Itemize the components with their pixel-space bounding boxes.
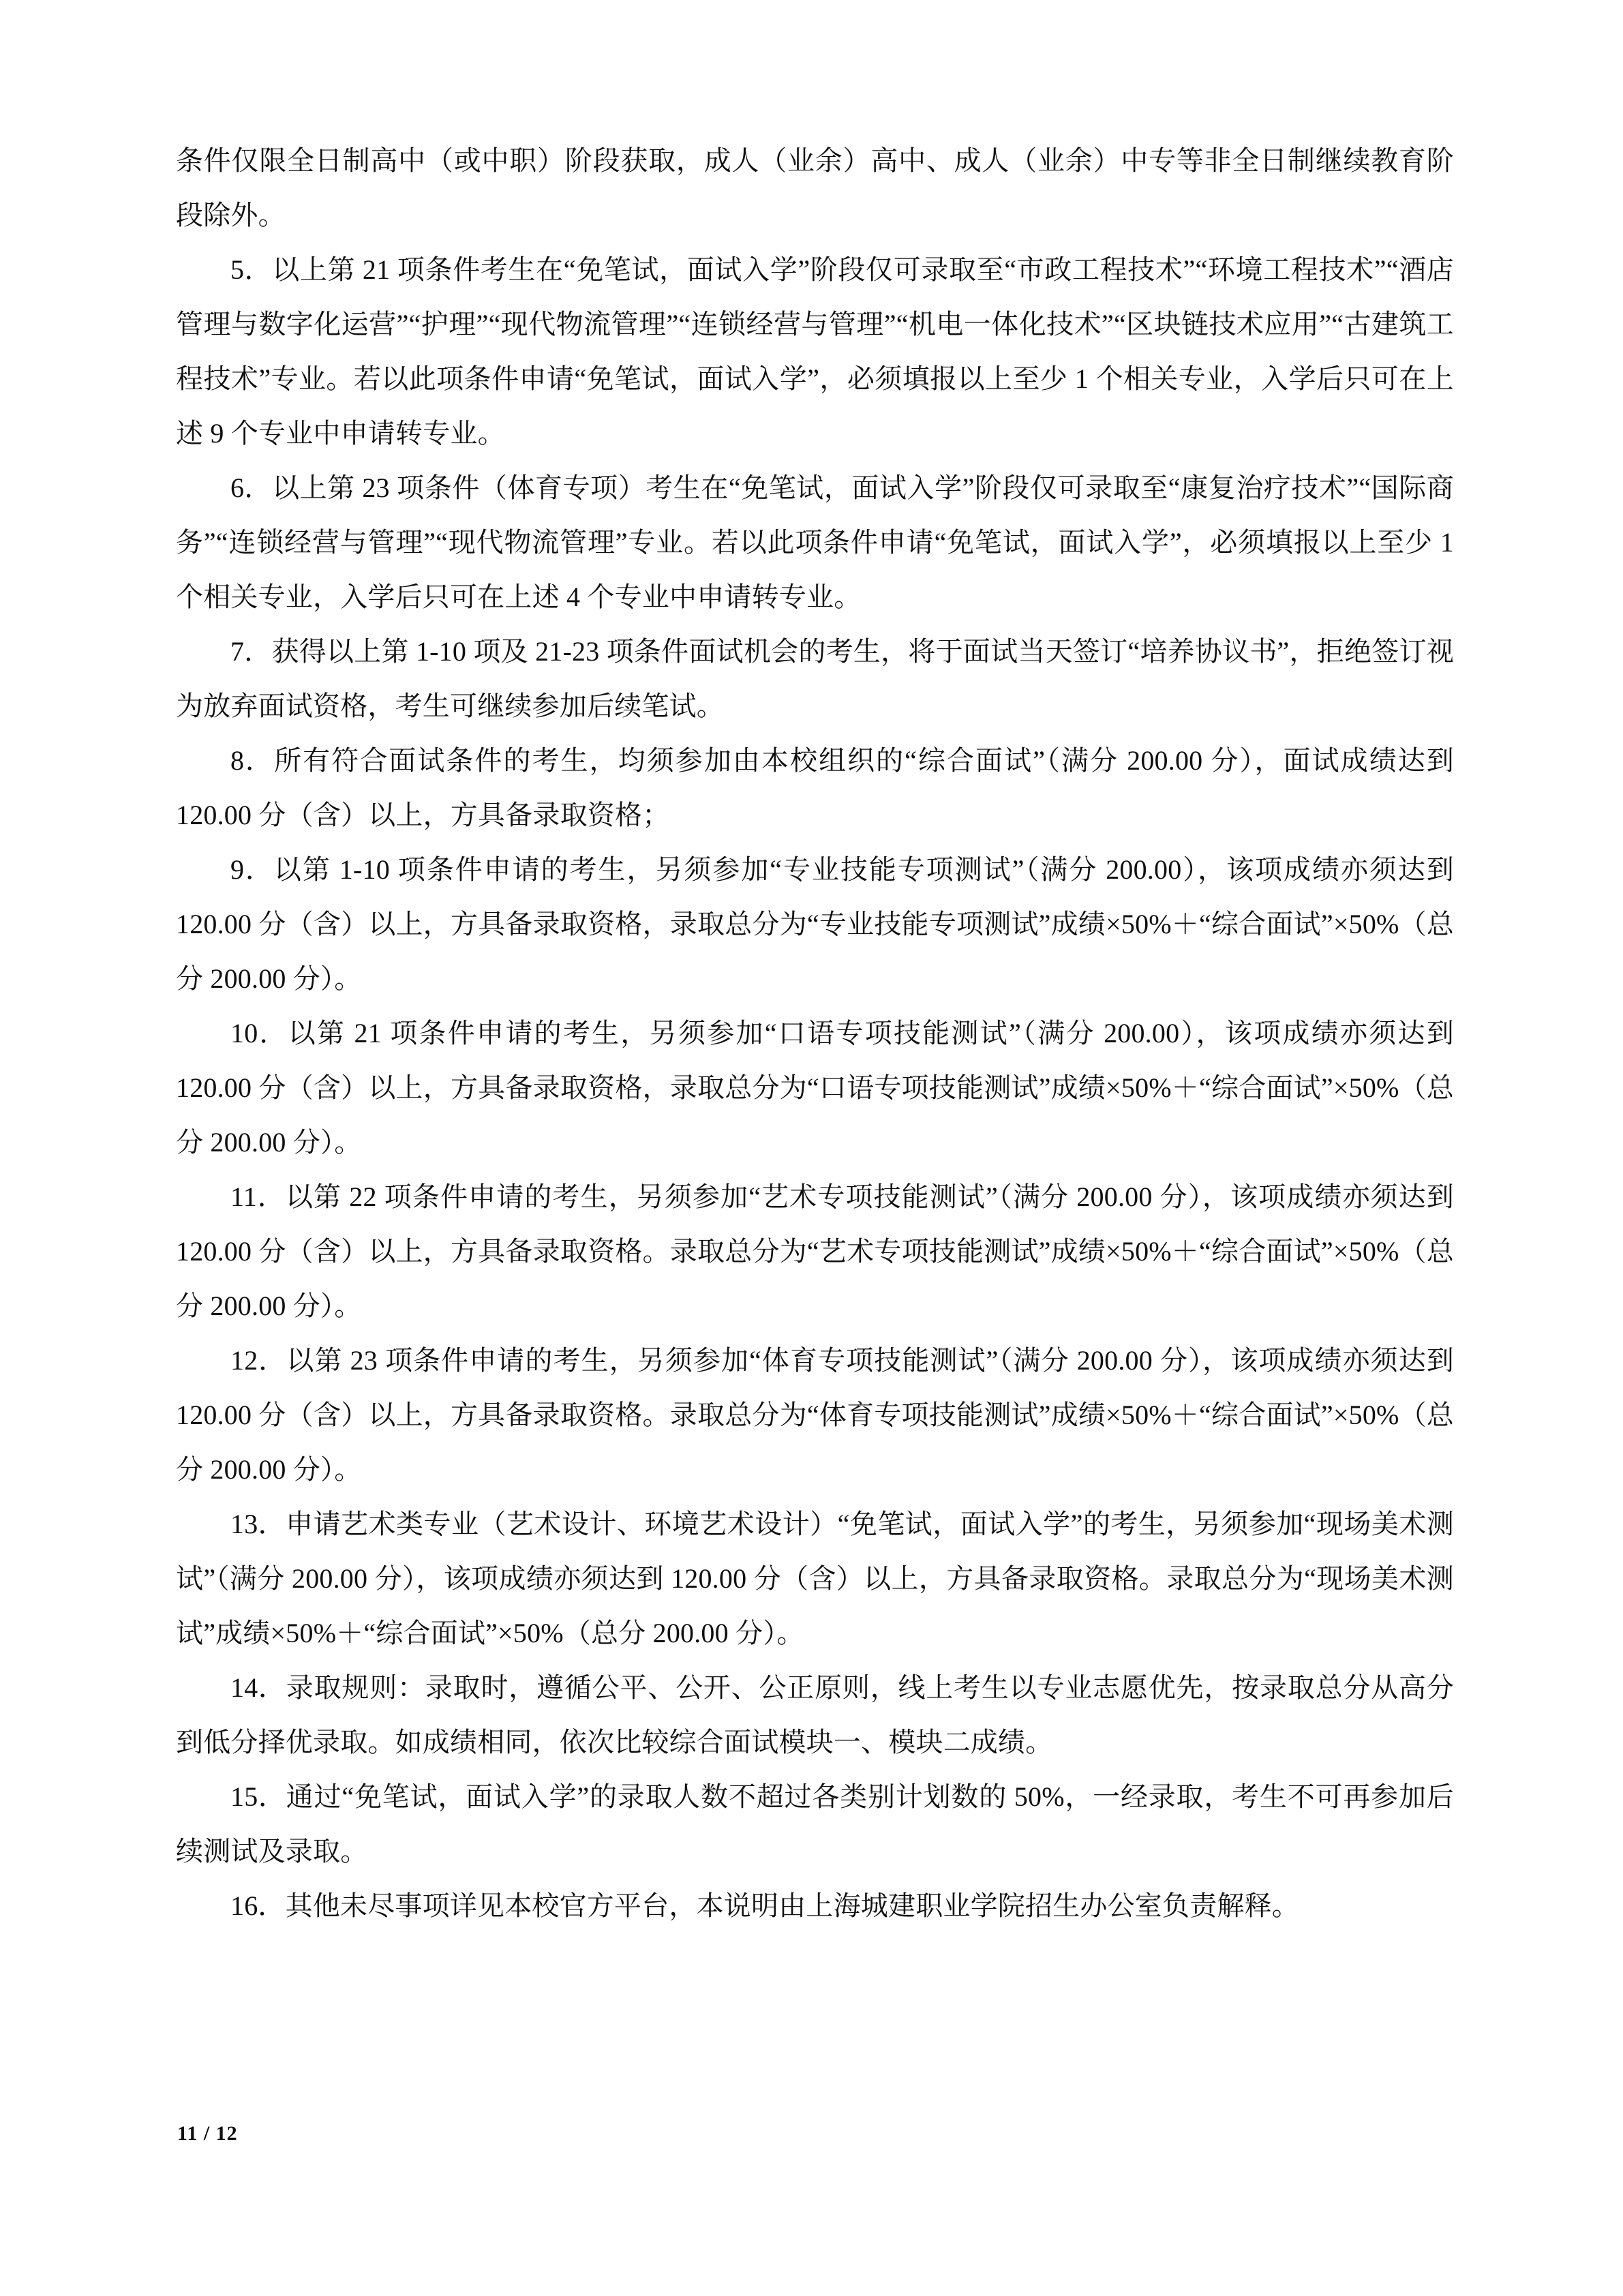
paragraph-item-15: 15．通过“免笔试，面试入学”的录取人数不超过各类别计划数的 50%，一经录取，考生不可再参加后续测试及录取。 (176, 1781, 1454, 1867)
paragraph-item-5: 5．以上第 21 项条件考生在“免笔试，面试入学”阶段仅可录取至“市政工程技术”“环境工程技术”“酒店管理与数字化运营”“护理”“现代物流管理”“连锁经营与管理”“机电一体化技术”“区块链技术应用”“古建筑工程技术”专业。若以此项条件申请“免笔试，面试入学”，必须填报以上至少 1 个相关专业，入学后只可在上述 9 个专业中申请转专业。 (176, 254, 1454, 449)
paragraph-item-16: 16．其他未尽事项详见本校官方平台，本说明由上海城建职业学院招生办公室负责解释。 (230, 1890, 1299, 1921)
paragraph-item-14: 14．录取规则：录取时，遵循公平、公开、公正原则，线上考生以专业志愿优先，按录取总分从高分到低分择优录取。如成绩相同，依次比较综合面试模块一、模块二成绩。 (176, 1672, 1454, 1757)
paragraph-item-12: 12．以第 23 项条件申请的考生，另须参加“体育专项技能测试”（满分 200.00 分），该项成绩亦须达到 120.00 分（含）以上，方具备录取资格。录取总分为“体育专项技能测试”成绩×50%＋“综合面试”×50%（总分 200.00 分）。 (176, 1345, 1454, 1485)
paragraph-item-13: 13．申请艺术类专业（艺术设计、环境艺术设计）“免笔试，面试入学”的考生，另须参加“现场美术测试”（满分 200.00 分），该项成绩亦须达到 120.00 分（含）以上，方具备录取资格。录取总分为“现场美术测试”成绩×50%＋“综合面试”×50%（总分 200.00 分）。 (176, 1509, 1454, 1648)
paragraph-item-11: 11．以第 22 项条件申请的考生，另须参加“艺术专项技能测试”（满分 200.00 分），该项成绩亦须达到 120.00 分（含）以上，方具备录取资格。录取总分为“艺术专项技能测试”成绩×50%＋“综合面试”×50%（总分 200.00 分）。 (176, 1181, 1454, 1321)
paragraph-continuation: 条件仅限全日制高中（或中职）阶段获取，成人（业余）高中、成人（业余）中专等非全日制继续教育阶段除外。 (176, 145, 1454, 230)
paragraph-item-7: 7．获得以上第 1-10 项及 21-23 项条件面试机会的考生，将于面试当天签订“培养协议书”，拒绝签订视为放弃面试资格，考生可继续参加后续笔试。 (176, 636, 1454, 721)
document-body (176, 134, 1454, 1933)
page-number-footer: 11 / 12 (177, 2122, 238, 2145)
paragraph-item-9: 9．以第 1-10 项条件申请的考生，另须参加“专业技能专项测试”（满分 200.00），该项成绩亦须达到 120.00 分（含）以上，方具备录取资格，录取总分为“专业技能专项测试”成绩×50%＋“综合面试”×50%（总分 200.00 分）。 (176, 854, 1454, 994)
paragraph-item-10: 10．以第 21 项条件申请的考生，另须参加“口语专项技能测试”（满分 200.00），该项成绩亦须达到 120.00 分（含）以上，方具备录取资格，录取总分为“口语专项技能测试”成绩×50%＋“综合面试”×50%（总分 200.00 分）。 (176, 1018, 1454, 1158)
paragraph-item-8: 8．所有符合面试条件的考生，均须参加由本校组织的“综合面试”（满分 200.00 分），面试成绩达到 120.00 分（含）以上，方具备录取资格； (176, 745, 1454, 830)
paragraph-item-6: 6．以上第 23 项条件（体育专项）考生在“免笔试，面试入学”阶段仅可录取至“康复治疗技术”“国际商务”“连锁经营与管理”“现代物流管理”专业。若以此项条件申请“免笔试，面试入学”，必须填报以上至少 1 个相关专业，入学后只可在上述 4 个专业中申请转专业。 (176, 472, 1454, 612)
